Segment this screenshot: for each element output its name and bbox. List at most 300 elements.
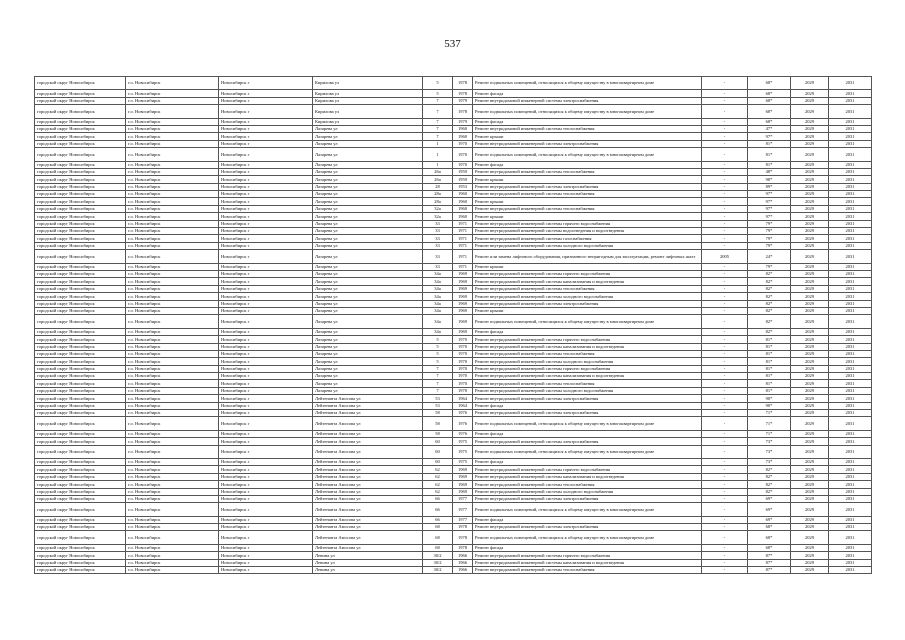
equipment-year-cell: - — [702, 198, 748, 205]
municipality-cell: г.о. Новосибирск — [126, 410, 219, 417]
plan-end-cell: 2031 — [829, 402, 872, 409]
plan-end-cell: 2031 — [829, 559, 872, 566]
house-number-cell: 7 — [423, 125, 453, 132]
house-number-cell: 30/2 — [423, 567, 453, 574]
district-cell: городской округ Новосибирск — [35, 402, 126, 409]
plan-start-cell: 2029 — [791, 430, 829, 437]
street-cell: Лейтенанта Амосова ул — [313, 466, 423, 473]
build-year-cell: 1970 — [453, 380, 473, 387]
wear-cell: 82* — [748, 315, 791, 328]
city-cell: Новосибирск г — [219, 285, 313, 292]
house-number-cell: 34а — [423, 270, 453, 277]
district-cell: городской округ Новосибирск — [35, 336, 126, 343]
plan-start-cell: 2029 — [791, 410, 829, 417]
equipment-year-cell: - — [702, 176, 748, 183]
plan-start-cell: 2029 — [791, 544, 829, 551]
equipment-year-cell: - — [702, 445, 748, 458]
city-cell: Новосибирск г — [219, 307, 313, 314]
city-cell: Новосибирск г — [219, 503, 313, 516]
plan-start-cell: 2029 — [791, 176, 829, 183]
equipment-year-cell: - — [702, 473, 748, 480]
city-cell: Новосибирск г — [219, 438, 313, 445]
build-year-cell: 1960 — [453, 133, 473, 140]
plan-end-cell: 2031 — [829, 161, 872, 168]
wear-cell: 82* — [748, 293, 791, 300]
municipality-cell: г.о. Новосибирск — [126, 315, 219, 328]
district-cell: городской округ Новосибирск — [35, 293, 126, 300]
work-type-cell: Ремонт внутридомовой инженерной системы электроснабжения — [473, 495, 702, 502]
municipality-cell: г.о. Новосибирск — [126, 90, 219, 97]
plan-end-cell: 2031 — [829, 270, 872, 277]
plan-start-cell: 2029 — [791, 161, 829, 168]
work-type-cell: Ремонт или замена лифтового оборудования, признанного непригодным для эксплуатации, ремонт лифтовых шахт — [473, 250, 702, 263]
plan-start-cell: 2029 — [791, 125, 829, 132]
build-year-cell: 1971 — [453, 235, 473, 242]
build-year-cell: 1969 — [453, 300, 473, 307]
municipality-cell: г.о. Новосибирск — [126, 133, 219, 140]
table-row — [35, 559, 872, 566]
wear-cell: 97* — [748, 191, 791, 198]
plan-start-cell: 2029 — [791, 559, 829, 566]
work-type-cell: Ремонт внутридомовой инженерной системы горячего водоснабжения — [473, 220, 702, 227]
plan-start-cell: 2029 — [791, 140, 829, 147]
plan-start-cell: 2029 — [791, 315, 829, 328]
equipment-year-cell: - — [702, 466, 748, 473]
house-number-cell: 5 — [423, 343, 453, 350]
plan-end-cell: 2031 — [829, 140, 872, 147]
equipment-year-cell: - — [702, 328, 748, 335]
municipality-cell: г.о. Новосибирск — [126, 430, 219, 437]
city-cell: Новосибирск г — [219, 524, 313, 531]
municipality-cell: г.о. Новосибирск — [126, 438, 219, 445]
municipality-cell: г.о. Новосибирск — [126, 350, 219, 357]
plan-end-cell: 2031 — [829, 438, 872, 445]
district-cell: городской округ Новосибирск — [35, 133, 126, 140]
municipality-cell: г.о. Новосибирск — [126, 263, 219, 270]
wear-cell: 82* — [748, 466, 791, 473]
work-type-cell: Ремонт подвальных помещений, относящихся к общему имуществу в многоквартирном доме — [473, 503, 702, 516]
plan-start-cell: 2029 — [791, 531, 829, 544]
equipment-year-cell: - — [702, 270, 748, 277]
build-year-cell: 1978 — [453, 544, 473, 551]
plan-end-cell: 2031 — [829, 343, 872, 350]
build-year-cell: 1969 — [453, 473, 473, 480]
municipality-cell: г.о. Новосибирск — [126, 148, 219, 161]
plan-start-cell: 2029 — [791, 445, 829, 458]
work-type-cell: Ремонт крыши — [473, 176, 702, 183]
house-number-cell: 7 — [423, 365, 453, 372]
municipality-cell: г.о. Новосибирск — [126, 544, 219, 551]
street-cell: Лейтенанта Амосова ул — [313, 410, 423, 417]
plan-end-cell: 2031 — [829, 176, 872, 183]
work-type-cell: Ремонт фасада — [473, 90, 702, 97]
district-cell: городской округ Новосибирск — [35, 473, 126, 480]
work-type-cell: Ремонт фасада — [473, 118, 702, 125]
house-number-cell: 5 — [423, 350, 453, 357]
wear-cell: 81* — [748, 161, 791, 168]
equipment-year-cell: - — [702, 263, 748, 270]
district-cell: городской округ Новосибирск — [35, 481, 126, 488]
build-year-cell: 1976 — [453, 430, 473, 437]
street-cell: Лазарева ул — [313, 125, 423, 132]
house-number-cell: 66 — [423, 516, 453, 523]
equipment-year-cell: - — [702, 213, 748, 220]
district-cell: городской округ Новосибирск — [35, 567, 126, 574]
work-type-cell: Ремонт внутридомовой инженерной системы холодного водоснабжения — [473, 293, 702, 300]
street-cell: Лазарева ул — [313, 183, 423, 190]
equipment-year-cell: - — [702, 559, 748, 566]
table-row — [35, 148, 872, 161]
city-cell: Новосибирск г — [219, 552, 313, 559]
build-year-cell: 1964 — [453, 402, 473, 409]
plan-end-cell: 2031 — [829, 278, 872, 285]
plan-start-cell: 2029 — [791, 458, 829, 465]
plan-start-cell: 2029 — [791, 567, 829, 574]
wear-cell: 82* — [748, 481, 791, 488]
equipment-year-cell: - — [702, 191, 748, 198]
plan-start-cell: 2029 — [791, 198, 829, 205]
work-type-cell: Ремонт внутридомовой инженерной системы электроснабжения — [473, 410, 702, 417]
plan-end-cell: 2031 — [829, 365, 872, 372]
city-cell: Новосибирск г — [219, 559, 313, 566]
district-cell: городской округ Новосибирск — [35, 503, 126, 516]
street-cell: Лазарева ул — [313, 263, 423, 270]
street-cell: Кирилова ул — [313, 105, 423, 118]
house-number-cell: 7 — [423, 373, 453, 380]
table-row — [35, 250, 872, 263]
table-row — [35, 430, 872, 437]
work-type-cell: Ремонт внутридомовой инженерной системы теплоснабжения — [473, 191, 702, 198]
wear-cell: 79* — [748, 242, 791, 249]
plan-end-cell: 2031 — [829, 105, 872, 118]
street-cell: Лазарева ул — [313, 380, 423, 387]
work-type-cell: Ремонт внутридомовой инженерной системы канализования и водоотведения — [473, 473, 702, 480]
street-cell: Лазарева ул — [313, 328, 423, 335]
table-row — [35, 270, 872, 277]
build-year-cell: 1960 — [453, 125, 473, 132]
plan-end-cell: 2031 — [829, 380, 872, 387]
table-row — [35, 278, 872, 285]
municipality-cell: г.о. Новосибирск — [126, 365, 219, 372]
street-cell: Лазарева ул — [313, 161, 423, 168]
build-year-cell: 1971 — [453, 250, 473, 263]
municipality-cell: г.о. Новосибирск — [126, 395, 219, 402]
municipality-cell: г.о. Новосибирск — [126, 242, 219, 249]
house-number-cell: 7 — [423, 380, 453, 387]
build-year-cell: 1966 — [453, 552, 473, 559]
municipality-cell: г.о. Новосибирск — [126, 250, 219, 263]
plan-end-cell: 2031 — [829, 220, 872, 227]
district-cell: городской округ Новосибирск — [35, 97, 126, 104]
plan-end-cell: 2031 — [829, 567, 872, 574]
work-type-cell: Ремонт внутридомовой инженерной системы холодного водоснабжения — [473, 358, 702, 365]
table-row — [35, 380, 872, 387]
work-type-cell: Ремонт внутридомовой инженерной системы теплоснабжения — [473, 380, 702, 387]
build-year-cell: 1970 — [453, 373, 473, 380]
plan-end-cell: 2031 — [829, 250, 872, 263]
plan-end-cell: 2031 — [829, 488, 872, 495]
table-row — [35, 118, 872, 125]
wear-cell: 71* — [748, 417, 791, 430]
work-type-cell: Ремонт фасада — [473, 544, 702, 551]
build-year-cell: 1953 — [453, 183, 473, 190]
municipality-cell: г.о. Новосибирск — [126, 270, 219, 277]
district-cell: городской округ Новосибирск — [35, 395, 126, 402]
plan-start-cell: 2029 — [791, 380, 829, 387]
plan-start-cell: 2029 — [791, 387, 829, 394]
plan-end-cell: 2031 — [829, 430, 872, 437]
equipment-year-cell: - — [702, 544, 748, 551]
table-row — [35, 205, 872, 212]
plan-end-cell: 2031 — [829, 544, 872, 551]
plan-start-cell: 2029 — [791, 350, 829, 357]
table-row — [35, 358, 872, 365]
work-type-cell: Ремонт крыши — [473, 213, 702, 220]
plan-start-cell: 2029 — [791, 328, 829, 335]
plan-end-cell: 2031 — [829, 503, 872, 516]
wear-cell: 82* — [748, 270, 791, 277]
build-year-cell: 1970 — [453, 350, 473, 357]
work-type-cell: Ремонт внутридомовой инженерной системы электроснабжения — [473, 524, 702, 531]
build-year-cell: 1975 — [453, 458, 473, 465]
city-cell: Новосибирск г — [219, 458, 313, 465]
work-type-cell: Ремонт фасада — [473, 516, 702, 523]
table-row — [35, 488, 872, 495]
plan-start-cell: 2029 — [791, 395, 829, 402]
district-cell: городской округ Новосибирск — [35, 285, 126, 292]
house-number-cell: 28 — [423, 183, 453, 190]
equipment-year-cell: - — [702, 97, 748, 104]
plan-start-cell: 2029 — [791, 438, 829, 445]
street-cell: Лазарева ул — [313, 343, 423, 350]
district-cell: городской округ Новосибирск — [35, 118, 126, 125]
build-year-cell: 1959 — [453, 176, 473, 183]
equipment-year-cell: - — [702, 417, 748, 430]
wear-cell: 68* — [748, 105, 791, 118]
build-year-cell: 1977 — [453, 503, 473, 516]
street-cell: Лазарева ул — [313, 168, 423, 175]
equipment-year-cell: - — [702, 90, 748, 97]
district-cell: городской округ Новосибирск — [35, 235, 126, 242]
district-cell: городской округ Новосибирск — [35, 328, 126, 335]
house-number-cell: 62 — [423, 466, 453, 473]
municipality-cell: г.о. Новосибирск — [126, 488, 219, 495]
wear-cell: 73* — [748, 445, 791, 458]
street-cell: Лазарева ул — [313, 235, 423, 242]
street-cell: Кирилова ул — [313, 90, 423, 97]
work-type-cell: Ремонт фасада — [473, 328, 702, 335]
plan-start-cell: 2029 — [791, 307, 829, 314]
table-row — [35, 105, 872, 118]
plan-end-cell: 2031 — [829, 358, 872, 365]
repair-schedule-table — [34, 76, 872, 574]
district-cell: городской округ Новосибирск — [35, 373, 126, 380]
municipality-cell: г.о. Новосибирск — [126, 328, 219, 335]
build-year-cell: 1969 — [453, 293, 473, 300]
municipality-cell: г.о. Новосибирск — [126, 458, 219, 465]
plan-end-cell: 2031 — [829, 336, 872, 343]
street-cell: Лейтенанта Амосова ул — [313, 495, 423, 502]
build-year-cell: 1970 — [453, 387, 473, 394]
equipment-year-cell: - — [702, 343, 748, 350]
build-year-cell: 1978 — [453, 531, 473, 544]
work-type-cell: Ремонт внутридомовой инженерной системы канализования и водоотведения — [473, 559, 702, 566]
equipment-year-cell: - — [702, 140, 748, 147]
table-row — [35, 161, 872, 168]
table-row — [35, 228, 872, 235]
street-cell: Лазарева ул — [313, 300, 423, 307]
house-number-cell: 7 — [423, 133, 453, 140]
street-cell: Лейтенанта Амосова ул — [313, 402, 423, 409]
city-cell: Новосибирск г — [219, 531, 313, 544]
work-type-cell: Ремонт внутридомовой инженерной системы электроснабжения — [473, 140, 702, 147]
work-type-cell: Ремонт внутридомовой инженерной системы газоснабжения — [473, 235, 702, 242]
city-cell: Новосибирск г — [219, 358, 313, 365]
build-year-cell: 1969 — [453, 481, 473, 488]
plan-end-cell: 2031 — [829, 300, 872, 307]
plan-start-cell: 2029 — [791, 133, 829, 140]
plan-end-cell: 2031 — [829, 133, 872, 140]
table-row — [35, 373, 872, 380]
plan-end-cell: 2031 — [829, 481, 872, 488]
city-cell: Новосибирск г — [219, 133, 313, 140]
house-number-cell: 33 — [423, 263, 453, 270]
municipality-cell: г.о. Новосибирск — [126, 524, 219, 531]
wear-cell: 98* — [748, 176, 791, 183]
work-type-cell: Ремонт внутридомовой инженерной системы теплоснабжения — [473, 481, 702, 488]
wear-cell: 68* — [748, 77, 791, 90]
house-number-cell: 53 — [423, 402, 453, 409]
wear-cell: 71* — [748, 430, 791, 437]
equipment-year-cell: - — [702, 168, 748, 175]
plan-end-cell: 2031 — [829, 213, 872, 220]
municipality-cell: г.о. Новосибирск — [126, 516, 219, 523]
work-type-cell: Ремонт фасада — [473, 430, 702, 437]
wear-cell: 82* — [748, 300, 791, 307]
work-type-cell: Ремонт крыши — [473, 133, 702, 140]
district-cell: городской округ Новосибирск — [35, 495, 126, 502]
city-cell: Новосибирск г — [219, 263, 313, 270]
municipality-cell: г.о. Новосибирск — [126, 278, 219, 285]
work-type-cell: Ремонт фасада — [473, 161, 702, 168]
work-type-cell: Ремонт внутридомовой инженерной системы теплоснабжения — [473, 350, 702, 357]
equipment-year-cell: 2005 — [702, 250, 748, 263]
street-cell: Лейтенанта Амосова ул — [313, 488, 423, 495]
plan-end-cell: 2031 — [829, 445, 872, 458]
plan-start-cell: 2029 — [791, 183, 829, 190]
house-number-cell: 7 — [423, 118, 453, 125]
plan-end-cell: 2031 — [829, 168, 872, 175]
wear-cell: 68* — [748, 531, 791, 544]
work-type-cell: Ремонт фасада — [473, 458, 702, 465]
street-cell: Лейтенанта Амосова ул — [313, 445, 423, 458]
street-cell: Лейтенанта Амосова ул — [313, 473, 423, 480]
work-type-cell: Ремонт внутридомовой инженерной системы электроснабжения — [473, 438, 702, 445]
work-type-cell: Ремонт внутридомовой инженерной системы горячего водоснабжения — [473, 466, 702, 473]
build-year-cell: 1960 — [453, 191, 473, 198]
house-number-cell: 66 — [423, 503, 453, 516]
district-cell: городской округ Новосибирск — [35, 417, 126, 430]
wear-cell: 81* — [748, 350, 791, 357]
street-cell: Лазарева ул — [313, 133, 423, 140]
equipment-year-cell: - — [702, 105, 748, 118]
plan-end-cell: 2031 — [829, 466, 872, 473]
street-cell: Лазарева ул — [313, 358, 423, 365]
city-cell: Новосибирск г — [219, 105, 313, 118]
street-cell: Лейтенанта Амосова ул — [313, 417, 423, 430]
wear-cell: 97* — [748, 205, 791, 212]
wear-cell: 73* — [748, 458, 791, 465]
street-cell: Лейтенанта Амосова ул — [313, 458, 423, 465]
table-row — [35, 285, 872, 292]
wear-cell: 47* — [748, 125, 791, 132]
table-row — [35, 458, 872, 465]
table-row — [35, 481, 872, 488]
plan-end-cell: 2031 — [829, 373, 872, 380]
municipality-cell: г.о. Новосибирск — [126, 191, 219, 198]
table-row — [35, 191, 872, 198]
street-cell: Лейтенанта Амосова ул — [313, 481, 423, 488]
house-number-cell: 34а — [423, 300, 453, 307]
city-cell: Новосибирск г — [219, 473, 313, 480]
wear-cell: 87* — [748, 552, 791, 559]
plan-start-cell: 2029 — [791, 77, 829, 90]
equipment-year-cell: - — [702, 293, 748, 300]
street-cell: Лазарева ул — [313, 285, 423, 292]
municipality-cell: г.о. Новосибирск — [126, 481, 219, 488]
work-type-cell: Ремонт внутридомовой инженерной системы холодного водоснабжения — [473, 488, 702, 495]
build-year-cell: 1978 — [453, 77, 473, 90]
plan-start-cell: 2029 — [791, 293, 829, 300]
table-row — [35, 350, 872, 357]
house-number-cell: 33 — [423, 235, 453, 242]
wear-cell: 82* — [748, 307, 791, 314]
district-cell: городской округ Новосибирск — [35, 198, 126, 205]
wear-cell: 73* — [748, 438, 791, 445]
plan-end-cell: 2031 — [829, 417, 872, 430]
build-year-cell: 1971 — [453, 228, 473, 235]
city-cell: Новосибирск г — [219, 430, 313, 437]
municipality-cell: г.о. Новосибирск — [126, 205, 219, 212]
house-number-cell: 30/2 — [423, 552, 453, 559]
wear-cell: 87* — [748, 559, 791, 566]
wear-cell: 97* — [748, 198, 791, 205]
work-type-cell: Ремонт внутридомовой инженерной системы теплоснабжения — [473, 168, 702, 175]
table-row — [35, 495, 872, 502]
municipality-cell: г.о. Новосибирск — [126, 97, 219, 104]
plan-start-cell: 2029 — [791, 503, 829, 516]
plan-end-cell: 2031 — [829, 458, 872, 465]
plan-start-cell: 2029 — [791, 343, 829, 350]
house-number-cell: 5 — [423, 90, 453, 97]
wear-cell: 79* — [748, 220, 791, 227]
house-number-cell: 60 — [423, 438, 453, 445]
plan-end-cell: 2031 — [829, 524, 872, 531]
build-year-cell: 1976 — [453, 410, 473, 417]
house-number-cell: 1 — [423, 161, 453, 168]
build-year-cell: 1970 — [453, 161, 473, 168]
city-cell: Новосибирск г — [219, 250, 313, 263]
plan-end-cell: 2031 — [829, 77, 872, 90]
wear-cell: 82* — [748, 278, 791, 285]
work-type-cell: Ремонт внутридомовой инженерной системы теплоснабжения — [473, 125, 702, 132]
equipment-year-cell: - — [702, 481, 748, 488]
work-type-cell: Ремонт подвальных помещений, относящихся к общему имуществу в многоквартирном доме — [473, 315, 702, 328]
district-cell: городской округ Новосибирск — [35, 125, 126, 132]
equipment-year-cell: - — [702, 242, 748, 249]
equipment-year-cell: - — [702, 183, 748, 190]
plan-start-cell: 2029 — [791, 90, 829, 97]
